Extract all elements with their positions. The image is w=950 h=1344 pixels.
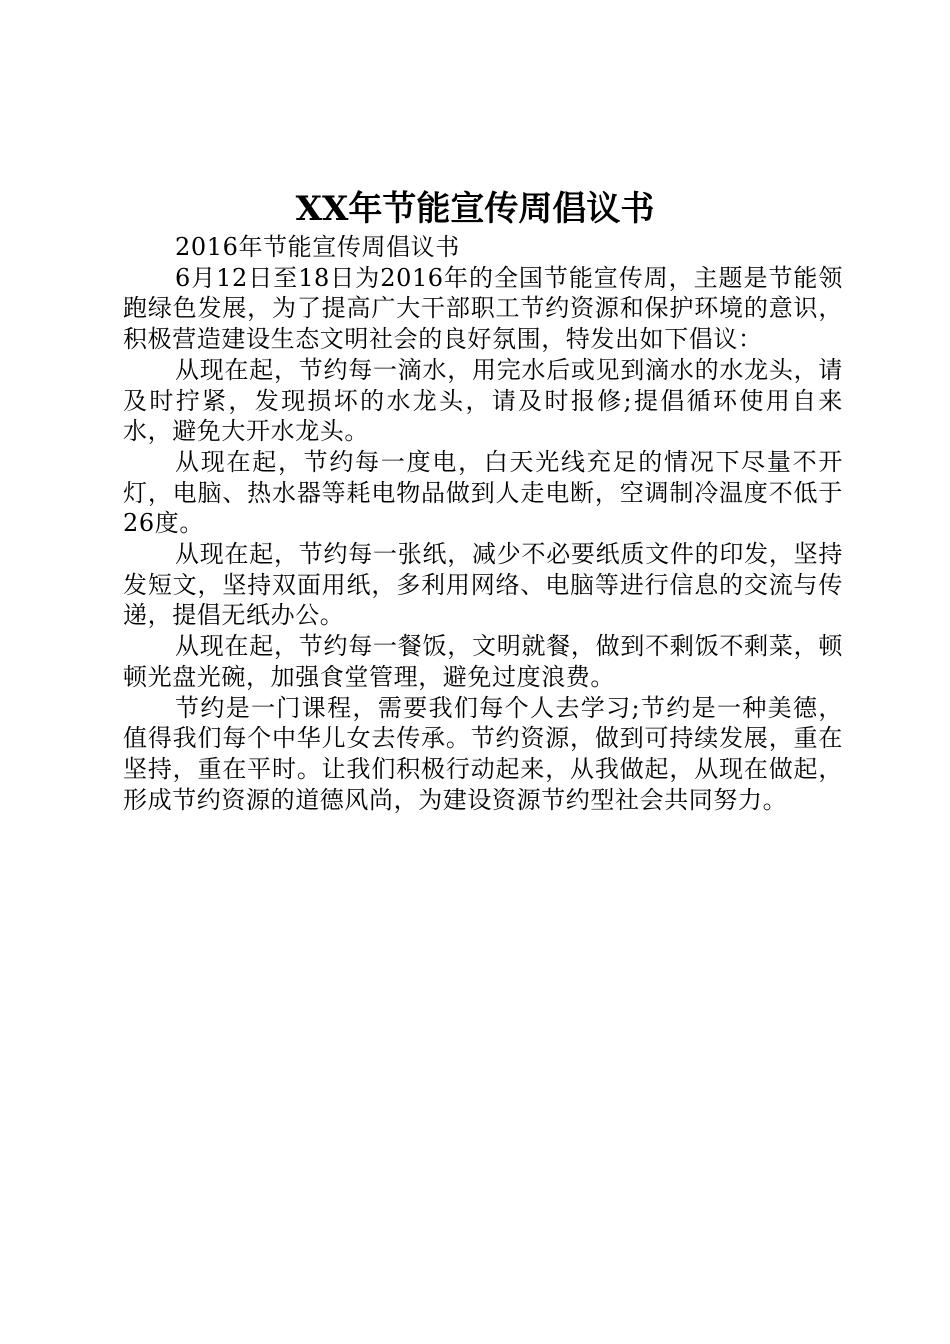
closing-paragraph: 节约是一门课程，需要我们每个人去学习;节约是一种美德，值得我们每个中华儿女去传承。节约资源，做到可持续发展，重在坚持，重在平时。让我们积极行动起来，从我做起，从现在做起，形成节约资源的道德风尚，为建设资源节约型社会共同努力。 xyxy=(123,693,843,814)
food-saving-paragraph: 从现在起，节约每一餐饭，文明就餐，做到不剩饭不剩菜，顿顿光盘光碗，加强食堂管理，避免过度浪费。 xyxy=(123,632,843,691)
paper-saving-paragraph: 从现在起，节约每一张纸，减少不必要纸质文件的印发，坚持发短文，坚持双面用纸，多利用网络、电脑等进行信息的交流与传递，提倡无纸办公。 xyxy=(123,540,843,630)
document-body xyxy=(123,232,843,815)
electricity-saving-paragraph: 从现在起，节约每一度电，白天光线充足的情况下尽量不开灯，电脑、热水器等耗电物品做到人走电断，空调制冷温度不低于26度。 xyxy=(123,447,843,538)
water-saving-paragraph: 从现在起，节约每一滴水，用完水后或见到滴水的水龙头，请及时拧紧，发现损坏的水龙头，请及时报修;提倡循环使用自来水，避免大开水龙头。 xyxy=(123,355,843,446)
document-title: XX年节能宣传周倡议书 xyxy=(295,189,655,229)
intro-paragraph: 6月12日至18日为2016年的全国节能宣传周，主题是节能领跑绿色发展，为了提高广大干部职工节约资源和保护环境的意识，积极营造建设生态文明社会的良好氛围，特发出如下倡议： xyxy=(123,263,843,354)
subtitle-paragraph: 2016年节能宣传周倡议书 xyxy=(175,233,460,261)
